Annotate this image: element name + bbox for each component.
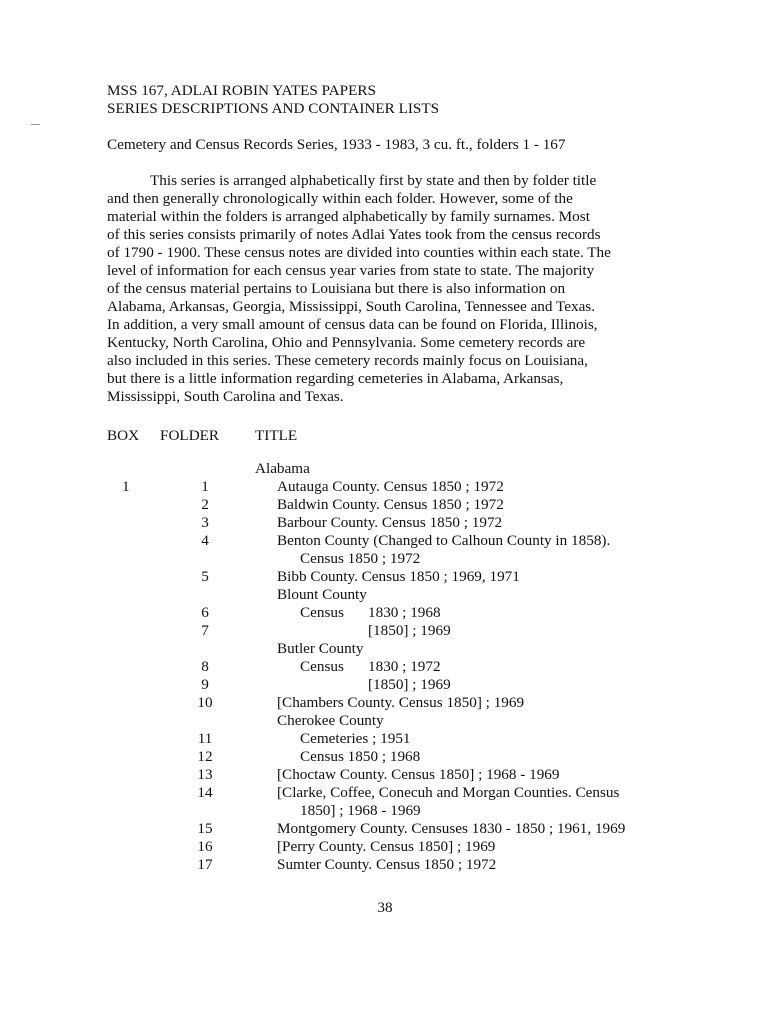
folder-number: 10 [197, 694, 213, 711]
folder-title: Barbour County. Census 1850 ; 1972 [277, 514, 503, 531]
county-heading-row [0, 586, 770, 604]
folder-title: [Choctaw County. Census 1850] ; 1968 - 1969 [277, 766, 560, 783]
folder-title-continuation: Census 1850 ; 1972 [300, 550, 421, 567]
folder-number: 6 [201, 604, 209, 621]
folder-number: 12 [197, 748, 213, 765]
table-row [0, 676, 770, 694]
folder-title-continuation: 1850] ; 1968 - 1969 [300, 802, 421, 819]
table-row [0, 730, 770, 748]
folder-title: Autauga County. Census 1850 ; 1972 [277, 478, 504, 495]
column-header-title: TITLE [255, 427, 298, 444]
county-heading-row [0, 640, 770, 658]
folder-detail: [1850] ; 1969 [368, 622, 451, 639]
folder-number: 3 [201, 514, 209, 531]
folder-detail: [1850] ; 1969 [368, 676, 451, 693]
table-row [0, 748, 770, 766]
description-line: Mississippi, South Carolina and Texas. [107, 388, 344, 405]
folder-number: 15 [197, 820, 213, 837]
table-row [0, 622, 770, 640]
description-line: of the census material pertains to Louisiana but there is also information on [107, 280, 566, 297]
folder-title: [Chambers County. Census 1850] ; 1969 [277, 694, 525, 711]
series-description [107, 172, 667, 406]
folder-title: [Clarke, Coffee, Conecuh and Morgan Counties. Census [277, 784, 620, 801]
folder-number: 11 [197, 730, 213, 747]
table-row [0, 820, 770, 838]
description-line: of this series consists primarily of notes Adlai Yates took from the census records [107, 226, 601, 243]
table-row-continuation [0, 550, 770, 568]
description-line: In addition, a very small amount of census data can be found on Florida, Illinois, [107, 316, 598, 333]
description-line: material within the folders is arranged alphabetically by family surnames. Most [107, 208, 590, 225]
folder-number: 5 [201, 568, 209, 585]
table-row-continuation [0, 802, 770, 820]
column-header-folder: FOLDER [160, 427, 220, 444]
description-line: level of information for each census year varies from state to state. The majority [107, 262, 595, 279]
folder-title: Bibb County. Census 1850 ; 1969, 1971 [277, 568, 520, 585]
description-line: Alabama, Arkansas, Georgia, Mississippi, South Carolina, Tennessee and Texas. [107, 298, 596, 315]
folder-title: Census [300, 658, 344, 675]
table-row [0, 532, 770, 550]
county-heading-row [0, 712, 770, 730]
folder-title: Sumter County. Census 1850 ; 1972 [277, 856, 497, 873]
collection-title: MSS 167, ADLAI ROBIN YATES PAPERS [107, 82, 376, 99]
description-line: This series is arranged alphabetically first by state and then by folder title [150, 172, 597, 189]
table-row [0, 514, 770, 532]
county-heading: Cherokee County [277, 712, 384, 729]
folder-number: 8 [201, 658, 209, 675]
folder-number: 4 [201, 532, 209, 549]
table-row [0, 784, 770, 802]
table-row [0, 568, 770, 586]
description-line: of 1790 - 1900. These census notes are divided into counties within each state. The [107, 244, 611, 261]
table-row [0, 766, 770, 784]
table-row [0, 856, 770, 874]
folder-number: 16 [197, 838, 213, 855]
description-line: Kentucky, North Carolina, Ohio and Pennsylvania. Some cemetery records are [107, 334, 586, 351]
table-row [0, 838, 770, 856]
scan-mark [31, 124, 40, 125]
folder-detail: 1830 ; 1968 [368, 604, 441, 621]
series-title: Cemetery and Census Records Series, 1933 - 1983, 3 cu. ft., folders 1 - 167 [107, 136, 566, 153]
folder-title: [Perry County. Census 1850] ; 1969 [277, 838, 496, 855]
folder-number: 14 [197, 784, 213, 801]
folder-number: 2 [201, 496, 209, 513]
state-heading-row [0, 460, 770, 478]
folder-number: 9 [201, 676, 209, 693]
folder-number: 1 [201, 478, 209, 495]
county-heading: Blount County [277, 586, 367, 603]
folder-number: 13 [197, 766, 213, 783]
folder-title: Cemeteries ; 1951 [300, 730, 411, 747]
state-heading: Alabama [255, 460, 310, 477]
folder-number: 17 [197, 856, 213, 873]
description-line: but there is a little information regarding cemeteries in Alabama, Arkansas, [107, 370, 564, 387]
folder-title: Census [300, 604, 344, 621]
page-number: 38 [377, 899, 393, 916]
box-number: 1 [122, 478, 130, 495]
document-header [107, 82, 439, 118]
description-line: also included in this series. These cemetery records mainly focus on Louisiana, [107, 352, 588, 369]
table-row [0, 496, 770, 514]
folder-number: 7 [201, 622, 209, 639]
table-row [0, 604, 770, 622]
folder-title: Census 1850 ; 1968 [300, 748, 421, 765]
table-row [0, 658, 770, 676]
folder-title: Baldwin County. Census 1850 ; 1972 [277, 496, 504, 513]
county-heading: Butler County [277, 640, 364, 657]
table-row [0, 478, 770, 496]
folder-title: Montgomery County. Censuses 1830 - 1850 ; 1961, 1969 [277, 820, 626, 837]
folder-title: Benton County (Changed to Calhoun County in 1858). [277, 532, 611, 549]
column-header-box: BOX [107, 427, 140, 444]
table-row [0, 694, 770, 712]
collection-subtitle: SERIES DESCRIPTIONS AND CONTAINER LISTS [107, 100, 440, 117]
description-line: and then generally chronologically within each folder. However, some of the [107, 190, 573, 207]
folder-detail: 1830 ; 1972 [368, 658, 441, 675]
